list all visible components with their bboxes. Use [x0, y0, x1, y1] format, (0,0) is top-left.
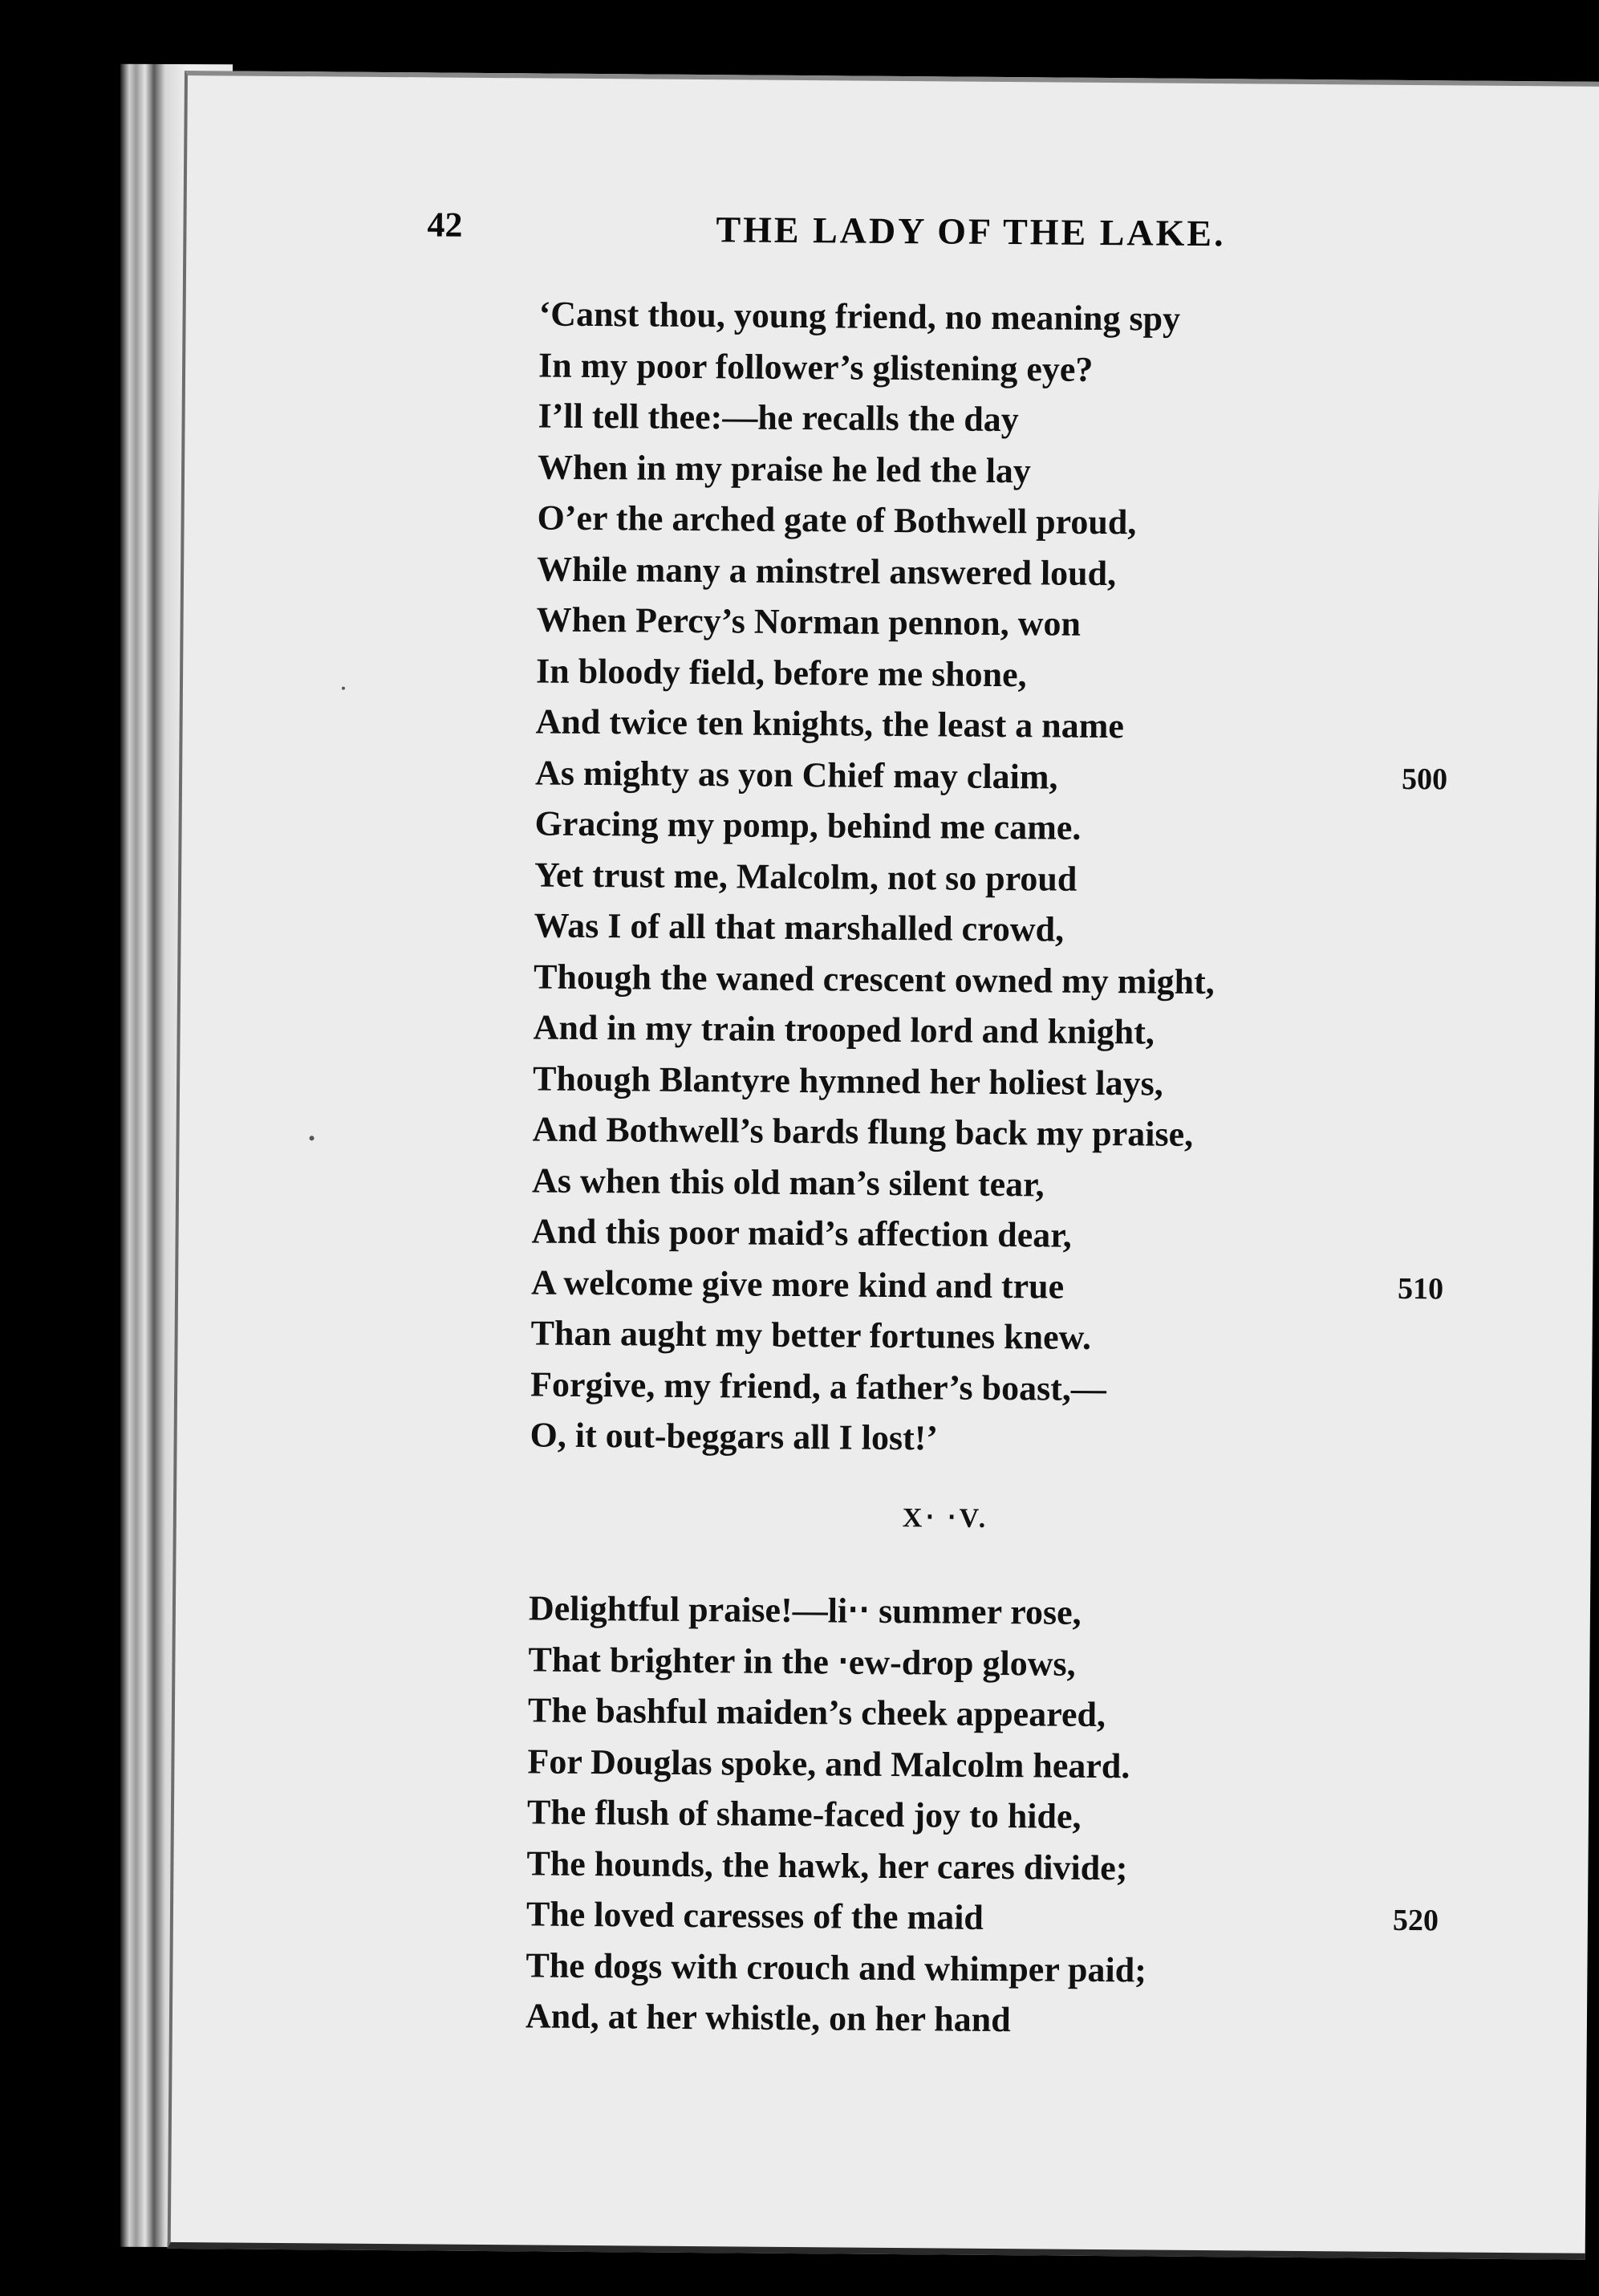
verse-text: O’er the arched gate of Bothwell proud, — [537, 498, 1137, 543]
verse-text: Though the waned crescent owned my might, — [533, 956, 1215, 1002]
verse-text: A welcome give more kind and true — [530, 1262, 1065, 1306]
verse-line — [526, 1990, 1569, 2050]
line-number: 510 — [1397, 1271, 1444, 1306]
verse-text: The loved caresses of the maid — [526, 1894, 984, 1937]
verse-text: ‘Canst thou, young friend, no meaning spy — [538, 294, 1181, 339]
verse-line — [538, 339, 1581, 399]
verse-line — [535, 747, 1578, 807]
verse-line — [538, 390, 1581, 449]
verse-text: As mighty as yon Chief may claim, — [534, 752, 1058, 797]
verse-line — [534, 798, 1577, 857]
verse-text: For Douglas spoke, and Malcolm heard. — [527, 1741, 1130, 1786]
verse-line — [526, 1940, 1569, 1999]
verse-text: When in my praise he led the lay — [537, 446, 1032, 490]
verse-line — [531, 1205, 1574, 1265]
verse-text: As when this old man’s silent tear, — [531, 1160, 1045, 1204]
verse-text: The flush of shame-faced joy to hide, — [526, 1792, 1082, 1836]
verse-line — [532, 1155, 1575, 1214]
verse-text: O, it out-beggars all I lost!’ — [530, 1415, 939, 1458]
verse-line — [531, 1257, 1574, 1316]
verse-line — [536, 645, 1579, 705]
verse-text: In my poor follower’s glistening eye? — [538, 344, 1094, 389]
verse-text: Though Blantyre hymned her holiest lays, — [532, 1058, 1163, 1103]
verse-text: And, at her whistle, on her hand — [525, 1996, 1011, 2040]
verse-text: Yet trust me, Malcolm, not so proud — [534, 854, 1077, 899]
verse-line — [536, 594, 1579, 653]
verse-line — [534, 849, 1577, 908]
verse-line — [532, 1103, 1575, 1163]
verse-text: When Percy’s Norman pennon, won — [536, 599, 1082, 644]
verse-line — [535, 696, 1578, 755]
stanza-heading: X‧ ‧V. — [902, 1503, 989, 1534]
line-number: 500 — [1401, 762, 1448, 796]
verse-text: Delightful praise!—li‧‧ summer rose, — [528, 1588, 1082, 1632]
verse-line — [534, 900, 1577, 959]
verse-line — [537, 492, 1580, 551]
verse-text: In bloody field, before me shone, — [535, 650, 1027, 694]
verse-line — [538, 288, 1581, 347]
verse-text: I’ll tell thee:—he recalls the day — [538, 396, 1019, 440]
verse-line — [530, 1359, 1573, 1418]
verse-text: And this poor maid’s affection dear, — [531, 1211, 1072, 1255]
verse-text: While many a minstrel answered loud, — [536, 548, 1117, 593]
line-number: 520 — [1392, 1903, 1439, 1938]
page-number: 42 — [427, 205, 463, 245]
verse-line — [533, 1053, 1576, 1112]
verse-line — [538, 441, 1581, 501]
verse-text: Was I of all that marshalled crowd, — [534, 905, 1065, 949]
verse-line — [537, 543, 1580, 603]
verse-line — [526, 1838, 1569, 1897]
verse-text: Gracing my pomp, behind me came. — [534, 803, 1082, 847]
verse-line — [528, 1634, 1571, 1693]
verse-text: That brighter in the ‧ew-drop glows, — [528, 1639, 1076, 1684]
verse-text: Than aught my better fortunes knew. — [530, 1313, 1092, 1357]
verse-line — [530, 1409, 1573, 1469]
verse-line — [528, 1684, 1571, 1744]
paper-speck — [342, 687, 345, 690]
verse-text: The bashful maiden’s cheek appeared, — [527, 1690, 1106, 1735]
stanza-xiv — [526, 1583, 1572, 2050]
verse-text: The hounds, the hawk, her cares divide; — [526, 1843, 1128, 1888]
verse-line — [526, 1888, 1569, 1948]
verse-text: The dogs with crouch and whimper paid; — [526, 1944, 1147, 1989]
verse-line — [533, 1002, 1576, 1061]
verse-line — [527, 1786, 1570, 1846]
verse-line — [529, 1583, 1572, 1642]
verse-text: Forgive, my friend, a father’s boast,— — [530, 1363, 1107, 1408]
verse-line — [527, 1736, 1570, 1795]
running-title: THE LADY OF THE LAKE. — [716, 209, 1226, 254]
verse-text: And in my train trooped lord and knight, — [533, 1007, 1155, 1052]
running-head — [186, 202, 1599, 262]
book-page — [168, 71, 1599, 2260]
verse-text: And twice ten knights, the least a name — [535, 701, 1125, 746]
verse-line — [534, 951, 1577, 1010]
paper-speck — [310, 1136, 315, 1140]
verse-line — [530, 1307, 1573, 1367]
stanza-xiii-continued — [530, 288, 1581, 1469]
verse-text: And Bothwell’s bards flung back my praise, — [532, 1109, 1194, 1154]
